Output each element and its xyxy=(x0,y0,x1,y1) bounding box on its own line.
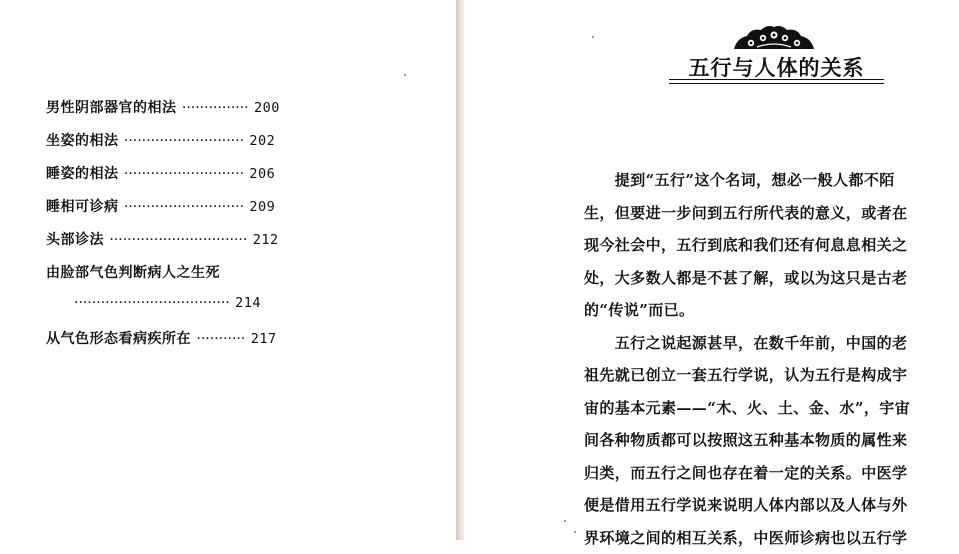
scan-speck xyxy=(592,36,594,38)
toc-leader-dots: ··········· xyxy=(196,331,245,347)
text-line: 归类，而五行之间也存在着一定的关系。中医学 xyxy=(584,457,956,490)
text-line: 祖先就已创立一套五行学说，认为五行是构成宇 xyxy=(584,359,956,392)
toc-page-number: 217 xyxy=(251,331,277,347)
toc-page-number: 200 xyxy=(254,100,280,116)
chapter-heading xyxy=(669,24,884,82)
toc-entry[interactable] xyxy=(46,196,275,216)
toc-entry[interactable] xyxy=(46,163,275,183)
toc-entry-continuation[interactable] xyxy=(74,295,261,311)
book-spine xyxy=(456,0,464,540)
toc-entry-title: 睡姿的相法 xyxy=(46,166,119,182)
toc-entry-title: 睡相可诊病 xyxy=(46,199,119,215)
text-line: 五行之说起源甚早，在数千年前，中国的老 xyxy=(584,327,956,360)
toc-leader-dots: ··························· xyxy=(124,166,244,182)
toc-entry[interactable] xyxy=(46,262,220,282)
toc-entry-title: 从气色形态看病疾所在 xyxy=(46,331,191,347)
cloud-ornament-icon xyxy=(729,24,819,50)
toc-page-number: 202 xyxy=(249,133,275,149)
body-text xyxy=(584,164,956,554)
scan-speck xyxy=(404,74,406,76)
toc-entry[interactable] xyxy=(46,97,280,117)
toc-entry-title: 头部诊法 xyxy=(46,232,104,248)
toc-leader-dots: ··································· xyxy=(74,295,230,311)
text-line: 现今社会中，五行到底和我们还有何息息相关之 xyxy=(584,229,956,262)
scan-speck xyxy=(564,520,566,522)
text-line: 间各种物质都可以按照这五种基本物质的属性来 xyxy=(584,424,956,457)
toc-leader-dots: ··············· xyxy=(182,100,249,116)
toc-page-number: 209 xyxy=(249,199,275,215)
text-line: 便是借用五行学说来说明人体内部以及人体与外 xyxy=(584,489,956,522)
toc-page-number: 206 xyxy=(249,166,275,182)
text-line: 宙的基本元素——“木、火、土、金、水”，宇宙 xyxy=(584,392,956,425)
toc-leader-dots: ··························· xyxy=(124,133,244,149)
text-line: 生，但要进一步问到五行所代表的意义，或者在 xyxy=(584,197,956,230)
toc-entry-title: 男性阴部器官的相法 xyxy=(46,100,177,116)
toc-entry[interactable] xyxy=(46,130,275,150)
toc-entry[interactable] xyxy=(46,328,277,348)
text-line: 的“传说”而已。 xyxy=(584,294,956,327)
right-page xyxy=(464,0,959,540)
text-line: 提到“五行”这个名词，想必一般人都不陌 xyxy=(584,164,956,197)
left-page xyxy=(0,0,455,540)
toc-page-number: 214 xyxy=(235,295,261,311)
toc-entry-title: 坐姿的相法 xyxy=(46,133,119,149)
toc-entry-title: 由脸部气色判断病人之生死 xyxy=(46,265,220,281)
toc-page-number: 212 xyxy=(253,232,279,248)
toc-leader-dots: ······························· xyxy=(109,232,247,248)
title-underline xyxy=(669,79,884,84)
text-line: 界环境之间的相互关系，中医师诊病也以五行学 xyxy=(584,522,956,554)
chapter-title: 五行与人体的关系 xyxy=(669,52,884,82)
scan-speck xyxy=(574,531,576,533)
text-line: 处，大多数人都是不甚了解，或以为这只是古老 xyxy=(584,262,956,295)
toc-leader-dots: ··························· xyxy=(124,199,244,215)
toc-entry[interactable] xyxy=(46,229,279,249)
